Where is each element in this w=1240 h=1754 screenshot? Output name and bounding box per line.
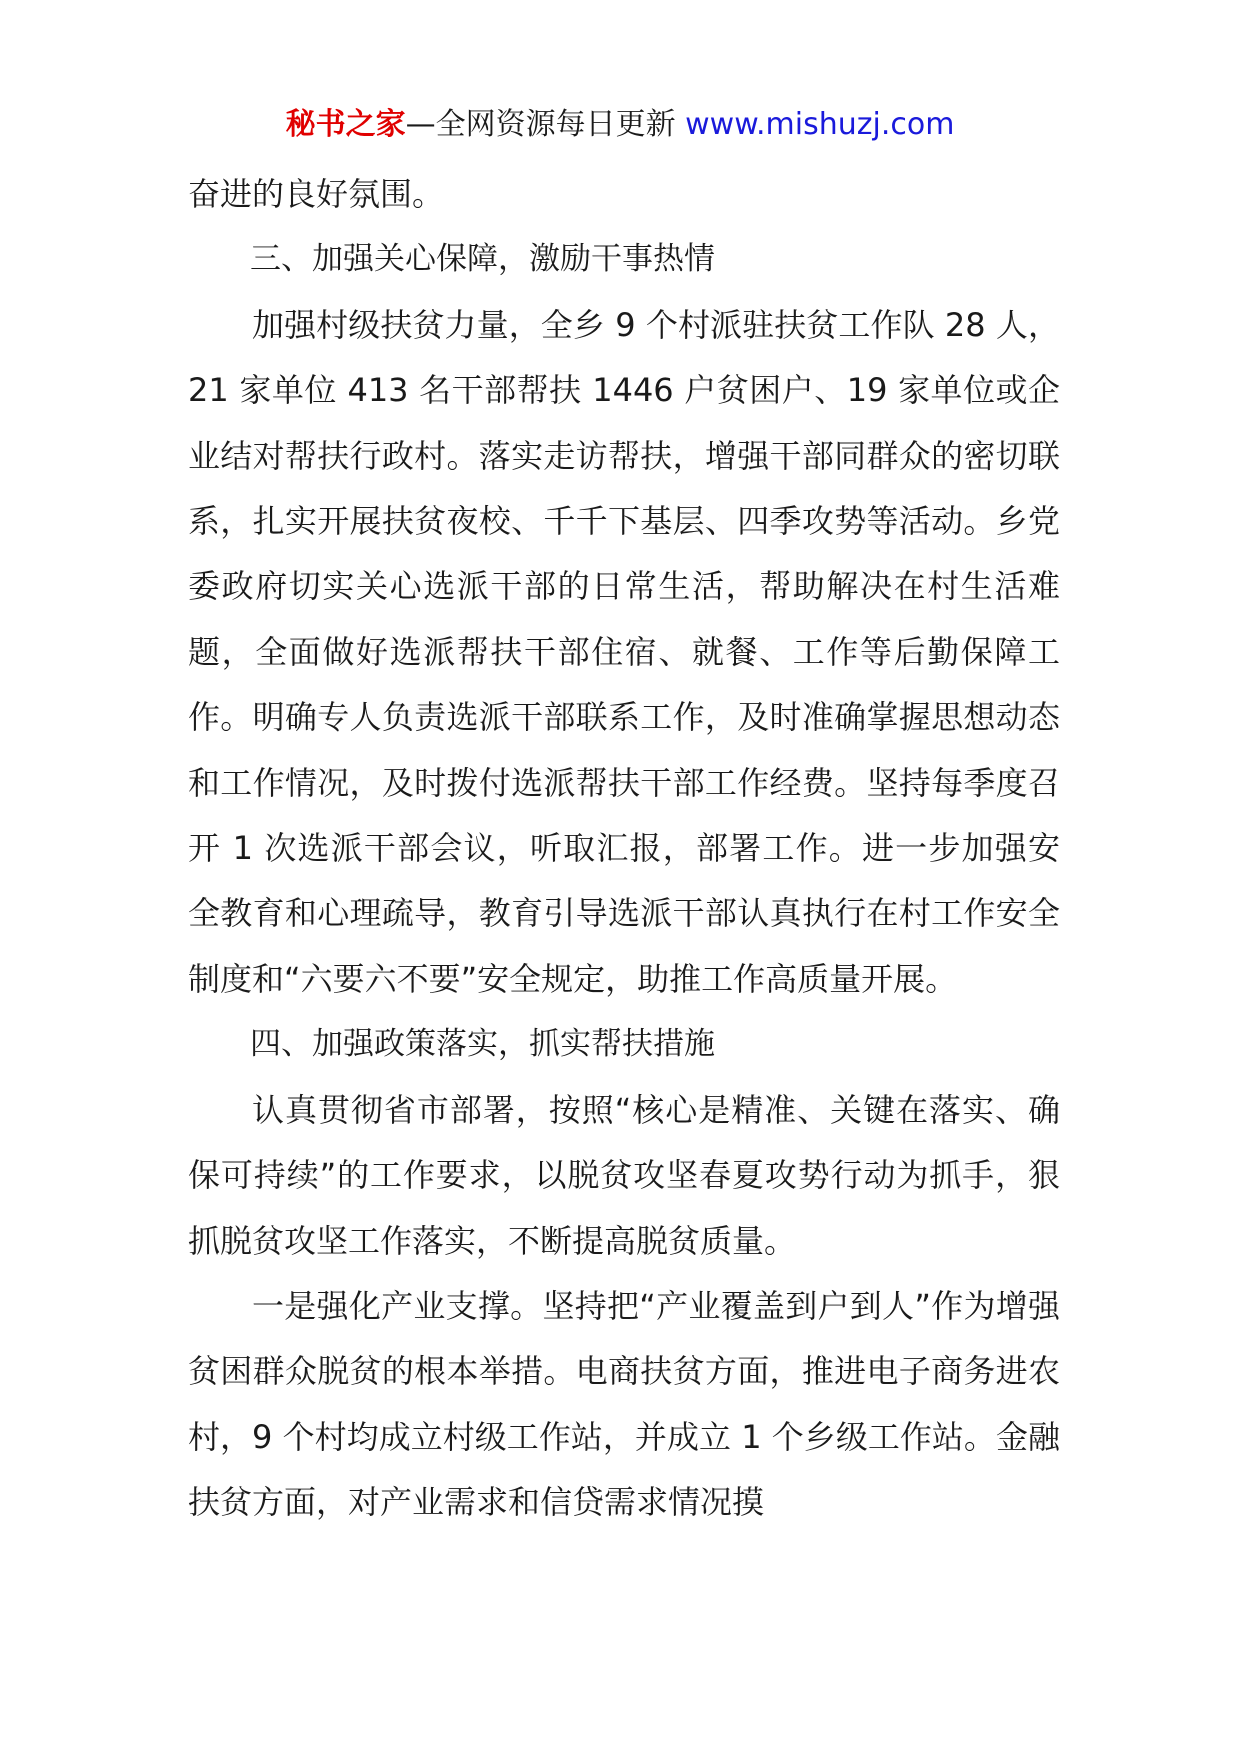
document-body — [188, 162, 1060, 1536]
paragraph: 认真贯彻省市部署，按照“核心是精准、关键在落实、确保可持续”的工作要求，以脱贫攻坚春夏攻势行动为抓手，狠抓脱贫攻坚工作落实，不断提高脱贫质量。 — [188, 1090, 1060, 1260]
site-url[interactable]: www.mishuzj.com — [685, 107, 955, 142]
paragraph: 一是强化产业支撑。坚持把“产业覆盖到户到人”作为增强贫困群众脱贫的根本举措。电商扶贫方面，推进电子商务进农村，9 个村均成立村级工作站，并成立 1 个乡级工作站。金融扶贫方面，对产业需求和信贷需求情况摸 — [188, 1286, 1060, 1522]
site-brand: 秘书之家 — [285, 107, 406, 142]
site-header — [0, 100, 1240, 150]
site-slogan: —全网资源每日更新 — [405, 107, 686, 142]
paragraph-continued: 奋进的良好氛围。 — [188, 175, 445, 213]
paragraph: 加强村级扶贫力量，全乡 9 个村派驻扶贫工作队 28 人，21 家单位 413 名干部帮扶 1446 户贫困户、19 家单位或企业结对帮扶行政村。落实走访帮扶，增强干部同群众的密切联系，扎实开展扶贫夜校、千千下基层、四季攻势等活动。乡党委政府切实关心选派干部的日常生活，帮助解决在村生活难题，全面做好选派帮扶干部住宿、就餐、工作等后勤保障工作。明确专人负责选派干部联系工作，及时准确掌握思想动态和工作情况，及时拨付选派帮扶干部工作经费。坚持每季度召开 1 次选派干部会议，听取汇报，部署工作。进一步加强安全教育和心理疏导，教育引导选派干部认真执行在村工作安全制度和“六要六不要”安全规定，助推工作高质量开展。 — [188, 305, 1060, 998]
section-heading-4: 四、加强政策落实，抓实帮扶措施 — [250, 1026, 715, 1063]
section-heading-3: 三、加强关心保障，激励干事热情 — [250, 241, 715, 278]
